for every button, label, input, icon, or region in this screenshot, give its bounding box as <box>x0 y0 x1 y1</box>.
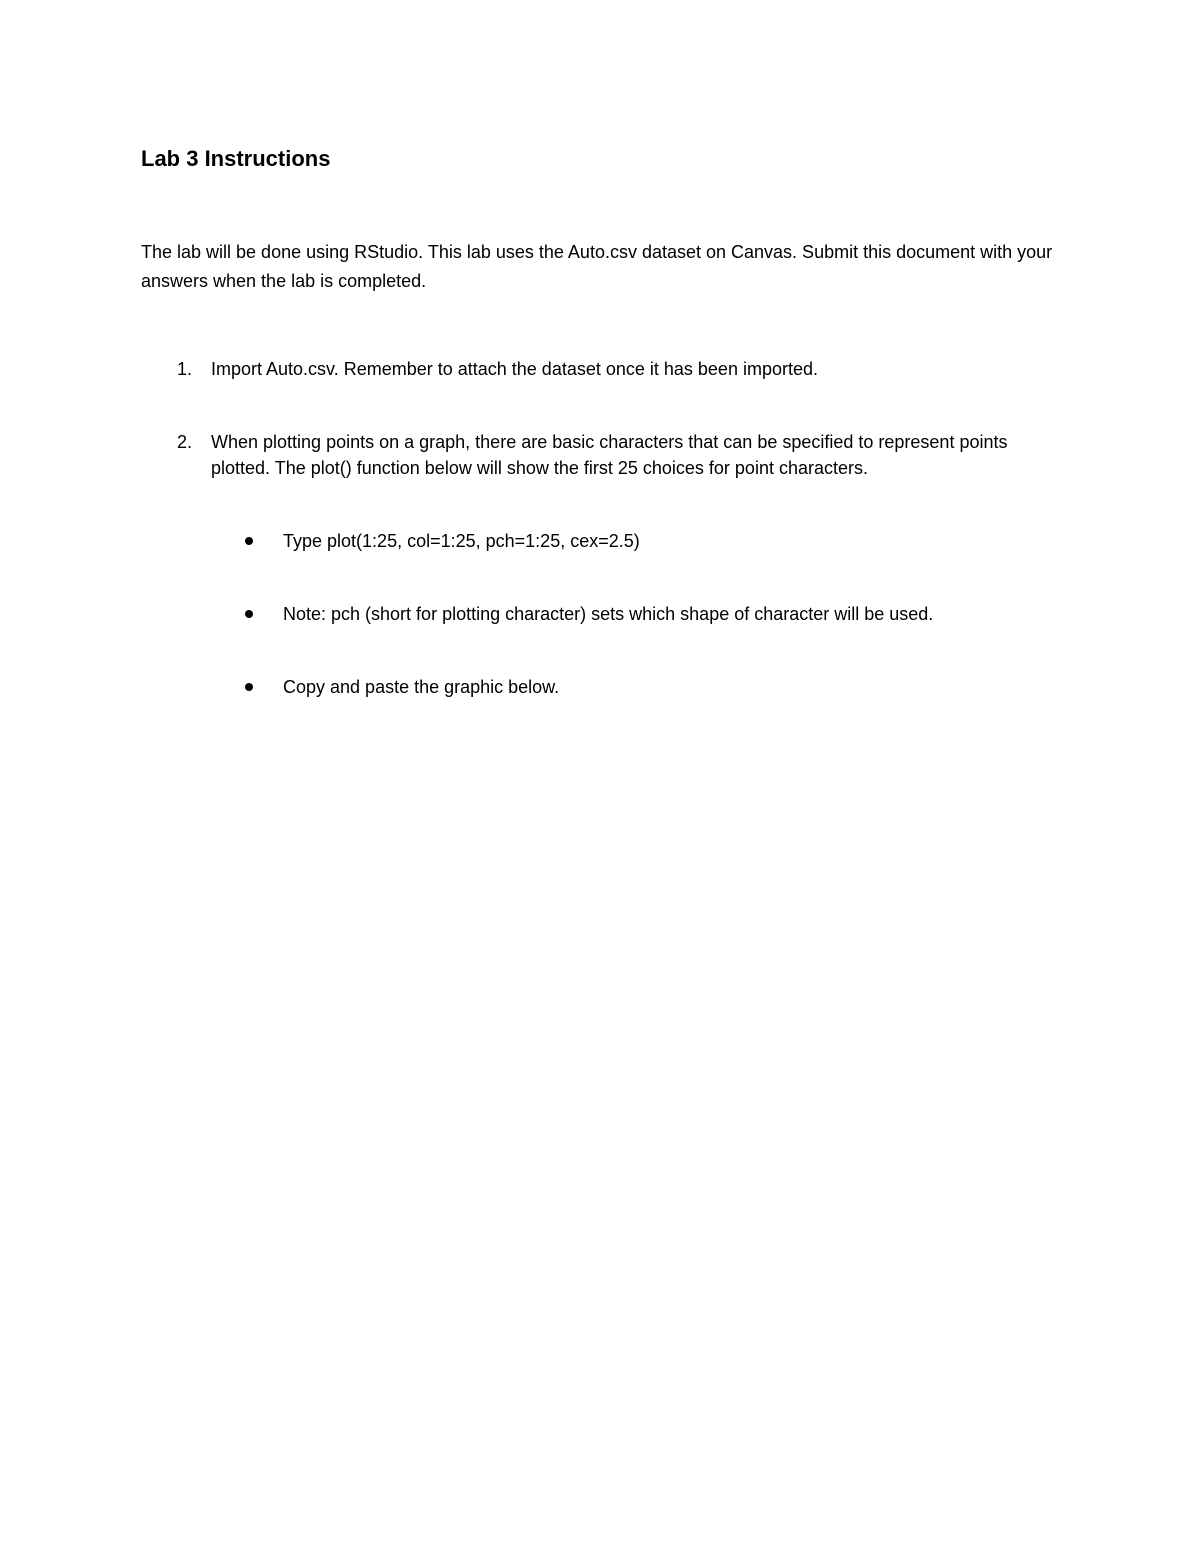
bullet-text: Type plot(1:25, col=1:25, pch=1:25, cex=2.5) <box>283 531 640 551</box>
step-text: Import Auto.csv. Remember to attach the dataset once it has been imported. <box>211 359 818 379</box>
step-number: 1. <box>177 359 193 379</box>
bullet-text: Note: pch (short for plotting character) sets which shape of character will be used. <box>283 604 934 624</box>
step-number: 2. <box>177 432 193 452</box>
bullet-icon <box>245 610 253 618</box>
bullet-icon <box>245 537 253 545</box>
intro-paragraph: The lab will be done using RStudio. This lab uses the Auto.csv dataset on Canvas. Submit this document with your answers when the lab is completed. <box>141 242 1053 291</box>
bullet-text: Copy and paste the graphic below. <box>283 677 560 697</box>
step-text: When plotting points on a graph, there are basic characters that can be specified to represent points plotted. The plot() function below will show the first 25 choices for point characters. <box>211 432 1008 478</box>
bullet-icon <box>245 683 253 691</box>
document-title: Lab 3 Instructions <box>141 146 331 171</box>
